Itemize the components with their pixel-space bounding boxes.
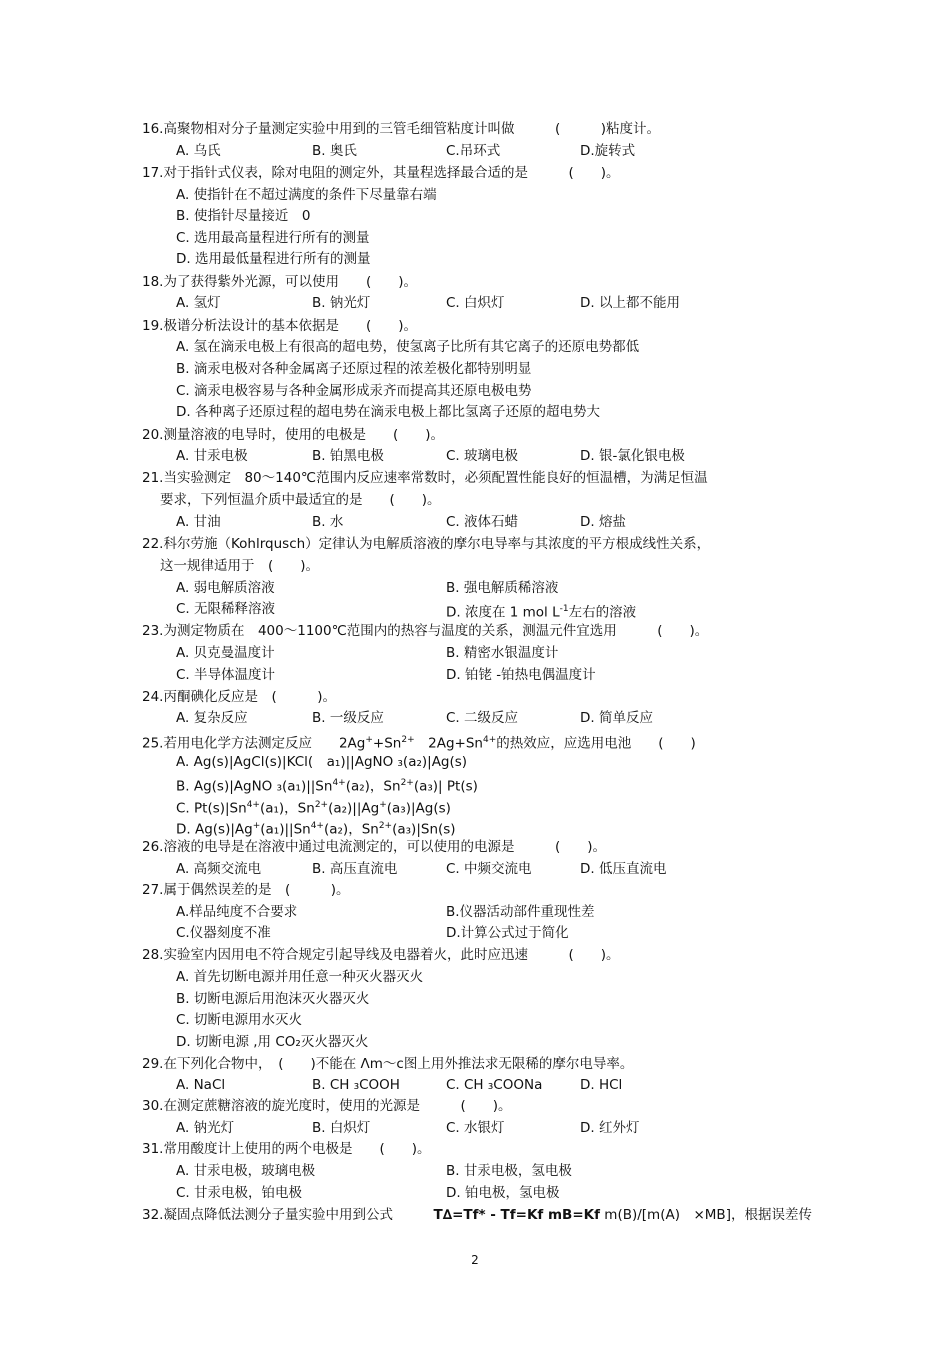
q21-option-d: D. 熔盐 <box>580 514 626 530</box>
q17-option-b: B. 使指针尽量接近 0 <box>176 208 311 224</box>
q24-option-a: A. 复杂反应 <box>176 710 248 726</box>
q25-option-d-mid2: (a₂)，Sn <box>323 821 379 838</box>
q18-option-d: D. 以上都不能用 <box>580 295 680 311</box>
q22-option-d-text: D. 浓度在 1 mol L <box>446 604 560 621</box>
q22-option-a: A. 弱电解质溶液 <box>176 580 275 596</box>
q30-option-c: C. 水银灯 <box>446 1120 505 1136</box>
q27-option-b: B.仪器活动部件重现性差 <box>446 904 595 920</box>
q29-option-a: A. NaCl <box>176 1077 226 1093</box>
q22-stem: 22.科尔劳施（Kohlrqusch）定律认为电解质溶液的摩尔电导率与其浓度的平方根成线性关系， <box>142 536 711 552</box>
q20-stem: 20.测量溶液的电导时，使用的电极是 ( )。 <box>142 427 445 443</box>
q16-option-b: B. 奥氏 <box>312 143 357 159</box>
q31-option-d: D. 铂电极，氢电极 <box>446 1185 560 1201</box>
q25-option-b-sup2: 2+ <box>400 778 414 788</box>
q24-option-d: D. 简单反应 <box>580 710 653 726</box>
q31-option-c: C. 甘汞电极，铂电极 <box>176 1185 303 1201</box>
q22-option-c: C. 无限稀释溶液 <box>176 601 276 617</box>
q18-option-a: A. 氢灯 <box>176 295 221 311</box>
q23-option-b: B. 精密水银温度计 <box>446 645 559 661</box>
q16-option-c: C.吊环式 <box>446 143 501 159</box>
q21-stem-continued: 要求，下列恒温介质中最适宜的是 ( )。 <box>160 492 441 508</box>
q20-option-a: A. 甘汞电极 <box>176 448 248 464</box>
q26-option-b: B. 高压直流电 <box>312 861 398 877</box>
q32-stem <box>142 1204 812 1226</box>
q19-option-d: D. 各种离子还原过程的超电势在滴汞电极上都比氢离子还原的超电势大 <box>176 404 600 420</box>
q29-option-d: D. HCl <box>580 1077 623 1093</box>
q27-option-a: A.样品纯度不合要求 <box>176 904 298 920</box>
q27-option-d: D.计算公式过于简化 <box>446 925 569 941</box>
q18-option-c: C. 白炽灯 <box>446 295 505 311</box>
q25-option-d-mid1: (a₁)||Sn <box>260 821 311 838</box>
q25-option-c-sup1: 4+ <box>246 800 260 810</box>
q25-option-b-head: B. Ag(s)|AgNO ₃(a₁)||Sn <box>176 778 333 795</box>
q28-option-b: B. 切断电源后用泡沫灭火器灭火 <box>176 991 370 1007</box>
q16-option-d: D.旋转式 <box>580 143 636 159</box>
q17-option-c: C. 选用最高量程进行所有的测量 <box>176 230 370 246</box>
q25-stem-head: 25.若用电化学方法测定反应 2Ag <box>142 735 366 752</box>
q25-option-a: A. Ag(s)|AgCl(s)|KCl( a₁)||AgNO ₃(a₂)|Ag(s) <box>176 754 468 770</box>
q31-option-b: B. 甘汞电极，氢电极 <box>446 1163 572 1179</box>
q22-option-d <box>446 598 636 620</box>
q28-option-d: D. 切断电源 ,用 CO₂灭火器灭火 <box>176 1034 369 1050</box>
q27-stem: 27.属于偶然误差的是 ( )。 <box>142 882 350 898</box>
q25-option-c-tail: (a₃)|Ag(s) <box>386 800 451 817</box>
q19-option-a: A. 氢在滴汞电极上有很高的超电势，使氢离子比所有其它离子的还原电势都低 <box>176 339 640 355</box>
q22-stem-continued: 这一规律适用于 ( )。 <box>160 558 320 574</box>
q25-stem-tail: 的热效应，应选用电池 ( ) <box>496 735 696 752</box>
q25-option-b <box>176 772 478 794</box>
q25-option-b-tail: (a₃)| Pt(s) <box>413 778 478 795</box>
q24-stem: 24.丙酮碘化反应是 ( )。 <box>142 689 337 705</box>
q25-stem <box>142 729 696 751</box>
q22-option-d-tail: 左右的溶液 <box>568 604 637 621</box>
q25-option-b-sup1: 4+ <box>332 778 346 788</box>
q25-option-c-head: C. Pt(s)|Sn <box>176 800 247 817</box>
q29-option-c: C. CH ₃COONa <box>446 1077 543 1093</box>
q27-option-c: C.仪器刻度不准 <box>176 925 271 941</box>
q19-option-c: C. 滴汞电极容易与各种金属形成汞齐而提高其还原电极电势 <box>176 383 532 399</box>
q28-stem: 28.实验室内因用电不符合规定引起导线及电器着火，此时应迅速 ( )。 <box>142 947 620 963</box>
q21-option-c: C. 液体石蜡 <box>446 514 519 530</box>
q20-option-c: C. 玻璃电极 <box>446 448 519 464</box>
q30-stem: 30.在测定蔗糖溶液的旋光度时，使用的光源是 ( )。 <box>142 1098 512 1114</box>
q16-option-a: A. 乌氏 <box>176 143 221 159</box>
q18-option-b: B. 钠光灯 <box>312 295 371 311</box>
q30-option-a: A. 钠光灯 <box>176 1120 235 1136</box>
q25-stem-sup1: + <box>365 735 373 745</box>
q32-stem-head: 32.凝固点降低法测分子量实验中用到公式 <box>142 1207 434 1223</box>
q28-option-a: A. 首先切断电源并用任意一种灭火器灭火 <box>176 969 424 985</box>
q25-option-c-mid2: (a₂)||Ag <box>328 800 380 817</box>
q32-formula: T∆=Tf* - Tf=Kf mB=Kf <box>433 1207 600 1223</box>
q21-stem: 21.当实验测定 80～140℃范围内反应速率常数时，必须配置性能良好的恒温槽，为满足恒温 <box>142 470 708 486</box>
q31-stem: 31.常用酸度计上使用的两个电极是 ( )。 <box>142 1141 431 1157</box>
q25-option-d-sup2: 4+ <box>310 821 324 831</box>
q25-option-c-mid1: (a₁)，Sn <box>259 800 315 817</box>
q23-option-c: C. 半导体温度计 <box>176 667 276 683</box>
q25-option-d-sup3: 2+ <box>378 821 393 831</box>
q29-stem: 29.在下列化合物中， ( )不能在 Λm～c图上用外推法求无限稀的摩尔电导率。 <box>142 1056 634 1072</box>
q19-stem: 19.极谱分析法设计的基本依据是 ( )。 <box>142 318 418 334</box>
q17-stem: 17.对于指针式仪表，除对电阻的测定外，其量程选择最合适的是 ( )。 <box>142 165 620 181</box>
q25-option-d-tail: (a₃)|Sn(s) <box>392 821 456 838</box>
q24-option-b: B. 一级反应 <box>312 710 384 726</box>
q25-option-b-mid: (a₂)，Sn <box>345 778 401 795</box>
q19-option-b: B. 滴汞电极对各种金属离子还原过程的浓差极化都特别明显 <box>176 361 532 377</box>
q22-option-d-superscript: -1 <box>559 604 569 614</box>
q32-stem-tail: m(B)/[m(A) ×MB]，根据误差传 <box>600 1207 812 1223</box>
q25-option-d-head: D. Ag(s)|Ag <box>176 821 253 838</box>
q17-option-a: A. 使指针在不超过满度的条件下尽量靠右端 <box>176 187 437 203</box>
q23-option-d: D. 铂铑 -铂热电偶温度计 <box>446 667 596 683</box>
q25-option-c-sup3: + <box>379 800 387 810</box>
q28-option-c: C. 切断电源用水灭火 <box>176 1012 303 1028</box>
q24-option-c: C. 二级反应 <box>446 710 519 726</box>
q25-stem-mid2: 2Ag+Sn <box>414 735 483 752</box>
q25-stem-mid1: +Sn <box>372 735 402 752</box>
q16-stem: 16.高聚物相对分子量测定实验中用到的三管毛细管粘度计叫做 ( )粘度计。 <box>142 121 661 137</box>
q26-option-a: A. 高频交流电 <box>176 861 262 877</box>
q17-option-d: D. 选用最低量程进行所有的测量 <box>176 251 371 267</box>
q26-option-d: D. 低压直流电 <box>580 861 667 877</box>
q25-option-c-sup2: 2+ <box>314 800 329 810</box>
q21-option-b: B. 水 <box>312 514 344 530</box>
q26-stem: 26.溶液的电导是在溶液中通过电流测定的，可以使用的电源是 ( )。 <box>142 839 607 855</box>
q26-option-c: C. 中频交流电 <box>446 861 532 877</box>
q20-option-d: D. 银-氯化银电极 <box>580 448 685 464</box>
q25-option-c <box>176 794 451 816</box>
q25-stem-sup2: 2+ <box>401 735 415 745</box>
q18-stem: 18.为了获得紫外光源，可以使用 ( )。 <box>142 274 418 290</box>
q25-stem-sup3: 4+ <box>482 735 497 745</box>
q30-option-d: D. 红外灯 <box>580 1120 640 1136</box>
q30-option-b: B. 白炽灯 <box>312 1120 371 1136</box>
q25-option-d-sup1: + <box>252 821 261 831</box>
q21-option-a: A. 甘油 <box>176 514 221 530</box>
q25-option-d <box>176 815 456 837</box>
q23-stem: 23.为测定物质在 400～1100℃范围内的热容与温度的关系，测温元件宜选用 ( )。 <box>142 623 709 639</box>
q31-option-a: A. 甘汞电极，玻璃电极 <box>176 1163 316 1179</box>
q22-option-b: B. 强电解质稀溶液 <box>446 580 559 596</box>
q20-option-b: B. 铂黑电极 <box>312 448 384 464</box>
q23-option-a: A. 贝克曼温度计 <box>176 645 275 661</box>
q29-option-b: B. CH ₃COOH <box>312 1077 400 1093</box>
page-number: 2 <box>471 1253 479 1267</box>
